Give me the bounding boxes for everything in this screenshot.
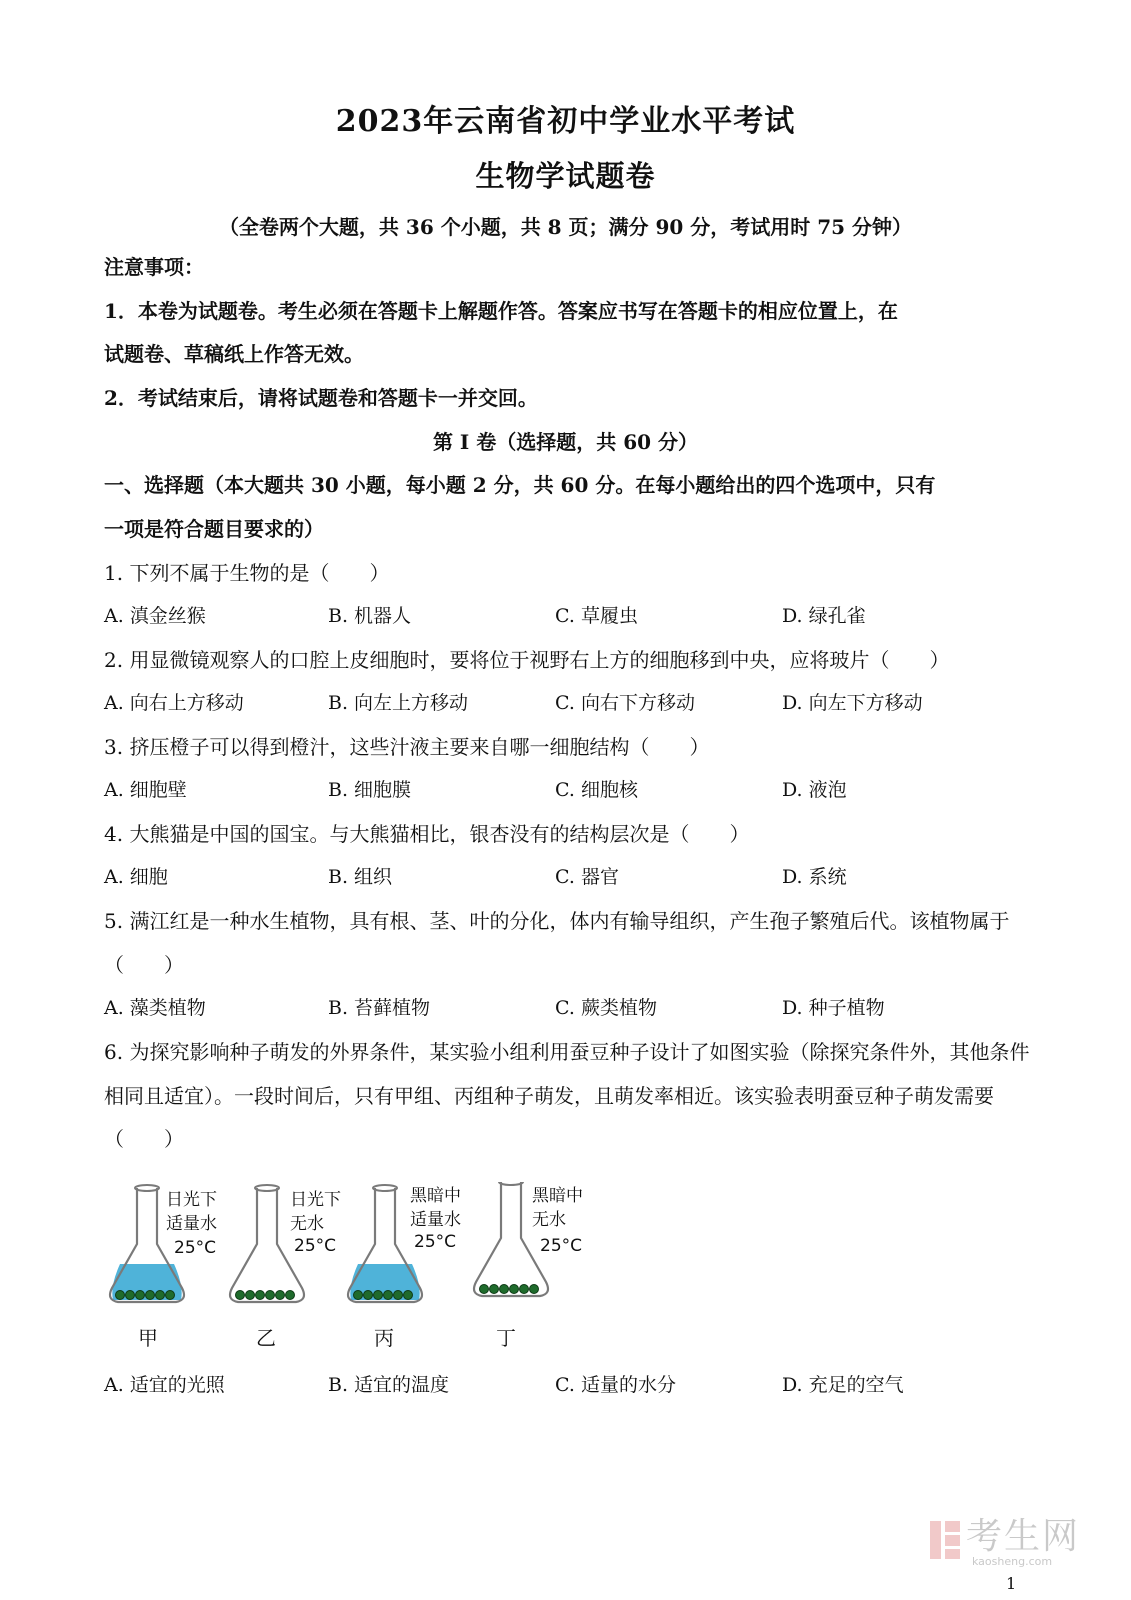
question-6-stem-line-1: 6. 为探究影响种子萌发的外界条件，某实验小组利用蚕豆种子设计了如图实验（除探究条件外，其他条件 xyxy=(104,1040,1030,1064)
question-3-option-d: D. 液泡 xyxy=(782,779,847,801)
flask-bing-water: 适量水 xyxy=(410,1210,461,1230)
question-6-option-d: D. 充足的空气 xyxy=(782,1374,904,1396)
flask-bing-name: 丙 xyxy=(374,1326,394,1350)
question-6-stem-line-2: 相同且适宜）。一段时间后，只有甲组、丙组种子萌发，且萌发率相近。该实验表明蚕豆种子萌发需要 xyxy=(104,1084,994,1108)
question-2-option-d: D. 向左下方移动 xyxy=(782,692,923,714)
question-4-stem: 4. 大熊猫是中国的国宝。与大熊猫相比，银杏没有的结构层次是（ ） xyxy=(104,822,750,846)
subject-title: 生物学试题卷 xyxy=(475,159,656,193)
page-number: 1 xyxy=(1006,1574,1017,1593)
flask-ding-water: 无水 xyxy=(532,1210,566,1230)
flask-yi-light: 日光下 xyxy=(290,1190,341,1210)
question-5-stem-line-2: （ ） xyxy=(104,953,184,977)
notice-item-2: 2．考试结束后，请将试题卷和答题卡一并交回。 xyxy=(104,386,538,410)
watermark-brand: 考生网 xyxy=(966,1516,1081,1557)
question-3-option-c: C. 细胞核 xyxy=(555,779,638,801)
question-2-option-b: B. 向左上方移动 xyxy=(328,692,469,714)
question-1-option-c: C. 草履虫 xyxy=(555,605,638,627)
question-2-option-a: A. 向右上方移动 xyxy=(104,692,244,714)
question-5-option-d: D. 种子植物 xyxy=(782,997,885,1019)
flask-ding-name: 丁 xyxy=(496,1326,516,1350)
flask-jia-temp: 25°C xyxy=(174,1238,217,1258)
kaosheng-logo-icon xyxy=(928,1519,962,1561)
question-1-stem: 1. 下列不属于生物的是（ ） xyxy=(104,561,390,585)
question-3-stem: 3. 挤压橙子可以得到橙汁，这些汁液主要来自哪一细胞结构（ ） xyxy=(104,735,710,759)
question-6-option-b: B. 适宜的温度 xyxy=(328,1374,450,1396)
question-6-option-a: A. 适宜的光照 xyxy=(104,1374,225,1396)
notice-item-1-line-1: 1．本卷为试题卷。考生必须在答题卡上解题作答。答案应书写在答题卡的相应位置上，在 xyxy=(104,299,898,323)
flask-jia-light: 日光下 xyxy=(166,1190,217,1210)
flask-ding-light: 黑暗中 xyxy=(532,1186,583,1206)
flask-bing-temp: 25°C xyxy=(414,1232,457,1252)
flask-yi-water: 无水 xyxy=(290,1214,324,1234)
question-2-stem: 2. 用显微镜观察人的口腔上皮细胞时，要将位于视野右上方的细胞移到中央，应将玻片（ ） xyxy=(104,648,950,672)
question-1-option-b: B. 机器人 xyxy=(328,605,412,627)
notice-heading: 注意事项： xyxy=(104,255,204,279)
section-heading-line-2: 一项是符合题目要求的） xyxy=(104,517,324,541)
question-3-option-a: A. 细胞壁 xyxy=(104,779,187,801)
watermark-domain: kaosheng.com xyxy=(972,1555,1053,1568)
kaosheng-watermark xyxy=(928,1517,1088,1567)
question-6-stem-line-3: （ ） xyxy=(104,1127,184,1151)
question-6-option-c: C. 适量的水分 xyxy=(555,1374,676,1396)
flask-yi-name: 乙 xyxy=(256,1326,276,1350)
question-3-option-b: B. 细胞膜 xyxy=(328,779,412,801)
question-4-option-a: A. 细胞 xyxy=(104,866,168,888)
flask-jia-name: 甲 xyxy=(138,1326,158,1350)
question-5-stem-line-1: 5. 满江红是一种水生植物，具有根、茎、叶的分化，体内有输导组织，产生孢子繁殖后代。该植物属于 xyxy=(104,909,1010,933)
section-heading-line-1: 一、选择题（本大题共 30 小题，每小题 2 分，共 60 分。在每小题给出的四个选项中，只有 xyxy=(104,473,936,497)
question-4-option-d: D. 系统 xyxy=(782,866,847,888)
exam-info: （全卷两个大题，共 36 个小题，共 8 页；满分 90 分，考试用时 75 分钟） xyxy=(218,215,913,239)
question-2-option-c: C. 向右下方移动 xyxy=(555,692,695,714)
question-4-option-b: B. 组织 xyxy=(328,866,393,888)
question-1-option-d: D. 绿孔雀 xyxy=(782,605,866,627)
flask-yi-temp: 25°C xyxy=(294,1236,337,1256)
flask-bing-light: 黑暗中 xyxy=(410,1186,461,1206)
notice-item-1-line-2: 试题卷、草稿纸上作答无效。 xyxy=(104,342,364,366)
question-5-option-a: A. 藻类植物 xyxy=(104,997,206,1019)
flask-ding-temp: 25°C xyxy=(540,1236,583,1256)
part-title: 第 I 卷（选择题，共 60 分） xyxy=(432,430,699,454)
question-5-option-b: B. 苔藓植物 xyxy=(328,997,431,1019)
flask-jia-water: 适量水 xyxy=(166,1214,217,1234)
exam-title: 2023年云南省初中学业水平考试 xyxy=(335,104,796,139)
question-5-option-c: C. 蕨类植物 xyxy=(555,997,657,1019)
question-1-option-a: A. 滇金丝猴 xyxy=(104,605,206,627)
question-4-option-c: C. 器官 xyxy=(555,866,619,888)
seed-germination-figure xyxy=(100,1182,620,1382)
